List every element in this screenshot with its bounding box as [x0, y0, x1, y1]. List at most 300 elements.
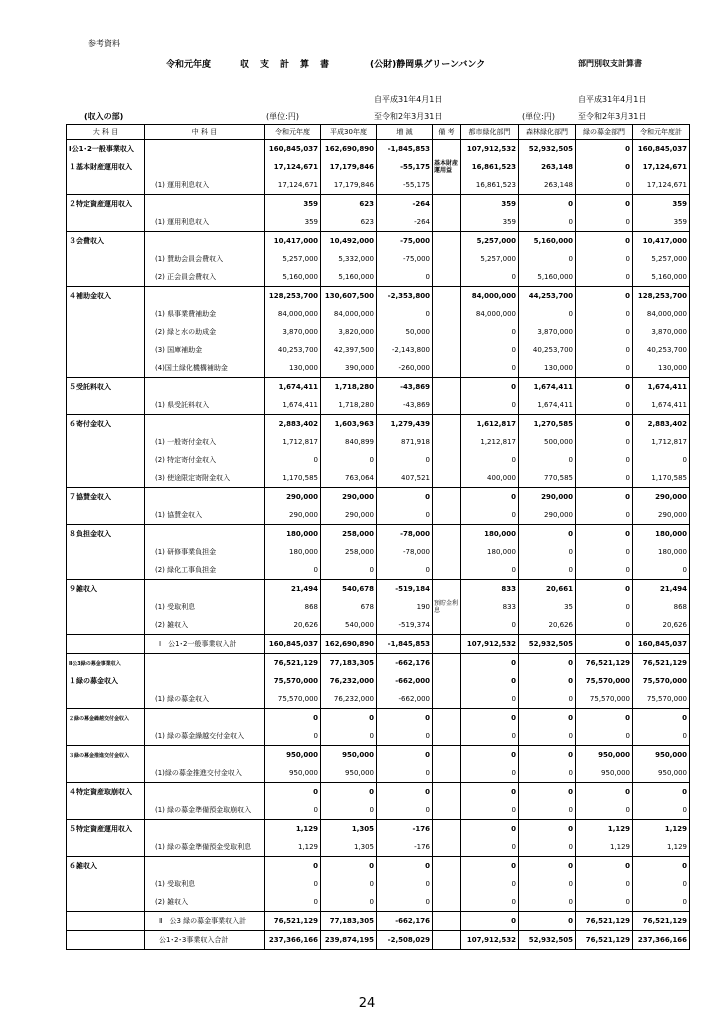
current-year-cell: 290,000	[265, 506, 321, 525]
remarks-cell: 預貯金利息	[433, 598, 461, 616]
current-year-cell: 130,000	[265, 359, 321, 378]
change-cell: 50,000	[377, 323, 433, 341]
current-year-cell: 17,124,671	[265, 176, 321, 195]
major-item-cell: ８負担金収入	[67, 525, 145, 544]
change-cell: 871,918	[377, 433, 433, 451]
major-item-cell	[67, 433, 145, 451]
change-cell: 0	[377, 783, 433, 802]
mid-item-cell: (2) 雑収入	[145, 893, 265, 912]
forest-greening-cell: 0	[519, 654, 576, 673]
current-year-cell: 1,712,817	[265, 433, 321, 451]
total-cell: 75,570,000	[633, 690, 690, 709]
mid-item-cell	[145, 488, 265, 507]
remarks-cell	[433, 820, 461, 839]
current-year-cell: 1,674,411	[265, 378, 321, 397]
total-cell: 2,883,402	[633, 415, 690, 434]
forest-greening-cell: 5,160,000	[519, 232, 576, 251]
urban-greening-cell: 0	[461, 451, 519, 469]
major-item-cell: Ⅰ公1･2一般事業収入	[67, 140, 145, 159]
forest-greening-cell: 52,932,505	[519, 931, 576, 950]
table-row	[67, 893, 690, 912]
prior-year-cell: 77,183,305	[321, 654, 377, 673]
table-row	[67, 488, 690, 507]
remarks-cell	[433, 396, 461, 415]
mid-item-cell: (1) 受取利息	[145, 598, 265, 616]
major-item-cell	[67, 801, 145, 820]
remarks-cell	[433, 635, 461, 654]
major-item-cell	[67, 764, 145, 783]
urban-greening-cell: 0	[461, 323, 519, 341]
forest-greening-cell: 0	[519, 893, 576, 912]
urban-greening-cell: 107,912,532	[461, 931, 519, 950]
major-item-cell	[67, 912, 145, 931]
column-header: 森林緑化部門	[519, 125, 576, 140]
page-number: 24	[358, 996, 376, 1011]
major-item-cell: ７協賛金収入	[67, 488, 145, 507]
table-row	[67, 378, 690, 397]
total-cell: 0	[633, 783, 690, 802]
green-fund-cell: 0	[576, 396, 633, 415]
urban-greening-cell: 0	[461, 488, 519, 507]
table-row	[67, 820, 690, 839]
change-cell: -519,184	[377, 580, 433, 599]
change-cell: 0	[377, 764, 433, 783]
forest-greening-cell: 0	[519, 801, 576, 820]
urban-greening-cell: 16,861,523	[461, 176, 519, 195]
table-row	[67, 912, 690, 931]
mid-item-cell: (1) 受取利息	[145, 875, 265, 893]
table-row	[67, 250, 690, 268]
period-to-right: 至令和2年3月31日	[578, 112, 647, 121]
mid-item-cell: (2) 雑収入	[145, 616, 265, 635]
forest-greening-cell: 290,000	[519, 506, 576, 525]
urban-greening-cell: 0	[461, 857, 519, 876]
urban-greening-cell: 0	[461, 875, 519, 893]
urban-greening-cell: 0	[461, 709, 519, 728]
total-cell: 359	[633, 195, 690, 214]
mid-item-cell: (1) 一般寄付金収入	[145, 433, 265, 451]
major-item-cell: ２緑の募金繰越交付金収入	[67, 709, 145, 728]
major-item-cell: Ⅱ公3緑の募金事業収入	[67, 654, 145, 673]
total-cell: 160,845,037	[633, 635, 690, 654]
mid-item-cell	[145, 820, 265, 839]
prior-year-cell: 290,000	[321, 506, 377, 525]
urban-greening-cell: 180,000	[461, 543, 519, 561]
mid-item-cell: (2) 緑と水の助成金	[145, 323, 265, 341]
column-header: 平成30年度	[321, 125, 377, 140]
urban-greening-cell: 180,000	[461, 525, 519, 544]
forest-greening-cell: 0	[519, 764, 576, 783]
urban-greening-cell: 833	[461, 580, 519, 599]
change-cell: -519,374	[377, 616, 433, 635]
forest-greening-cell: 40,253,700	[519, 341, 576, 359]
remarks-cell	[433, 580, 461, 599]
urban-greening-cell: 0	[461, 746, 519, 765]
prior-year-cell: 950,000	[321, 746, 377, 765]
green-fund-cell: 0	[576, 801, 633, 820]
mid-item-cell	[145, 415, 265, 434]
remarks-cell	[433, 140, 461, 159]
green-fund-cell: 75,570,000	[576, 672, 633, 690]
remarks-cell	[433, 250, 461, 268]
major-item-cell: ５受託料収入	[67, 378, 145, 397]
change-cell: 0	[377, 857, 433, 876]
remarks-cell	[433, 561, 461, 580]
change-cell: 1,279,439	[377, 415, 433, 434]
table-row	[67, 857, 690, 876]
urban-greening-cell: 833	[461, 598, 519, 616]
urban-greening-cell: 0	[461, 341, 519, 359]
prior-year-cell: 390,000	[321, 359, 377, 378]
remarks-cell	[433, 801, 461, 820]
total-cell: 75,570,000	[633, 672, 690, 690]
urban-greening-cell: 1,612,817	[461, 415, 519, 434]
major-item-cell	[67, 469, 145, 488]
current-year-cell: 128,253,700	[265, 287, 321, 306]
prior-year-cell: 10,492,000	[321, 232, 377, 251]
current-year-cell: 75,570,000	[265, 690, 321, 709]
unit-label-right: (単位:円)	[522, 112, 555, 121]
column-header: 令和元年度	[265, 125, 321, 140]
prior-year-cell: 840,899	[321, 433, 377, 451]
forest-greening-cell: 0	[519, 857, 576, 876]
prior-year-cell: 76,232,000	[321, 690, 377, 709]
change-cell: 0	[377, 506, 433, 525]
table-row	[67, 875, 690, 893]
green-fund-cell: 0	[576, 378, 633, 397]
prior-year-cell: 678	[321, 598, 377, 616]
total-cell: 3,870,000	[633, 323, 690, 341]
major-item-cell	[67, 838, 145, 857]
green-fund-cell: 0	[576, 305, 633, 323]
major-item-cell: ６雑収入	[67, 857, 145, 876]
current-year-cell: 20,626	[265, 616, 321, 635]
current-year-cell: 359	[265, 195, 321, 214]
green-fund-cell: 0	[576, 875, 633, 893]
prior-year-cell: 763,064	[321, 469, 377, 488]
green-fund-cell: 0	[576, 893, 633, 912]
green-fund-cell: 0	[576, 598, 633, 616]
current-year-cell: 950,000	[265, 764, 321, 783]
column-header: 備 考	[433, 125, 461, 140]
remarks-cell	[433, 415, 461, 434]
change-cell: 0	[377, 561, 433, 580]
current-year-cell: 237,366,166	[265, 931, 321, 950]
period-to: 至令和2年3月31日	[374, 112, 443, 121]
change-cell: -260,000	[377, 359, 433, 378]
total-cell: 950,000	[633, 764, 690, 783]
prior-year-cell: 0	[321, 857, 377, 876]
mid-item-cell: (3) 国庫補助金	[145, 341, 265, 359]
green-fund-cell: 75,570,000	[576, 690, 633, 709]
forest-greening-cell: 52,932,505	[519, 635, 576, 654]
prior-year-cell: 0	[321, 561, 377, 580]
change-cell: -662,176	[377, 912, 433, 931]
prior-year-cell: 1,718,280	[321, 396, 377, 415]
current-year-cell: 3,870,000	[265, 323, 321, 341]
change-cell: -2,508,029	[377, 931, 433, 950]
major-item-cell	[67, 543, 145, 561]
table-row	[67, 433, 690, 451]
table-row	[67, 287, 690, 306]
green-fund-cell: 0	[576, 857, 633, 876]
remarks-cell	[433, 783, 461, 802]
forest-greening-cell: 0	[519, 875, 576, 893]
forest-greening-cell: 20,626	[519, 616, 576, 635]
current-year-cell: 76,521,129	[265, 654, 321, 673]
total-cell: 0	[633, 561, 690, 580]
mid-item-cell: (1) 緑の募金繰越交付金収入	[145, 727, 265, 746]
total-cell: 0	[633, 893, 690, 912]
major-item-cell	[67, 616, 145, 635]
total-cell: 20,626	[633, 616, 690, 635]
forest-greening-cell: 0	[519, 250, 576, 268]
remarks-cell	[433, 616, 461, 635]
remarks-cell	[433, 727, 461, 746]
change-cell: -43,869	[377, 396, 433, 415]
major-item-cell: ２特定資産運用収入	[67, 195, 145, 214]
forest-greening-cell: 263,148	[519, 158, 576, 176]
remarks-cell	[433, 433, 461, 451]
current-year-cell: 0	[265, 801, 321, 820]
remarks-cell	[433, 709, 461, 728]
current-year-cell: 0	[265, 783, 321, 802]
remarks-cell	[433, 525, 461, 544]
major-item-cell	[67, 359, 145, 378]
change-cell: -55,175	[377, 158, 433, 176]
urban-greening-cell: 0	[461, 838, 519, 857]
forest-greening-cell: 1,674,411	[519, 396, 576, 415]
change-cell: 0	[377, 451, 433, 469]
green-fund-cell: 0	[576, 176, 633, 195]
total-cell: 130,000	[633, 359, 690, 378]
forest-greening-cell: 500,000	[519, 433, 576, 451]
table-row	[67, 415, 690, 434]
table-row	[67, 195, 690, 214]
mid-item-cell: (1) 研修事業負担金	[145, 543, 265, 561]
mid-item-cell	[145, 709, 265, 728]
major-item-cell	[67, 305, 145, 323]
mid-item-cell: (1) 県受託料収入	[145, 396, 265, 415]
mid-item-cell	[145, 232, 265, 251]
forest-greening-cell: 0	[519, 820, 576, 839]
total-cell: 160,845,037	[633, 140, 690, 159]
forest-greening-cell: 5,160,000	[519, 268, 576, 287]
remarks-cell	[433, 469, 461, 488]
mid-item-cell	[145, 654, 265, 673]
total-cell: 1,712,817	[633, 433, 690, 451]
current-year-cell: 5,257,000	[265, 250, 321, 268]
column-header: 令和元年度計	[633, 125, 690, 140]
major-item-cell	[67, 690, 145, 709]
forest-greening-cell: 0	[519, 561, 576, 580]
major-item-cell: ９雑収入	[67, 580, 145, 599]
prior-year-cell: 540,000	[321, 616, 377, 635]
major-item-cell	[67, 451, 145, 469]
current-year-cell: 1,674,411	[265, 396, 321, 415]
green-fund-cell: 0	[576, 783, 633, 802]
total-cell: 868	[633, 598, 690, 616]
current-year-cell: 84,000,000	[265, 305, 321, 323]
mid-item-cell	[145, 580, 265, 599]
remarks-cell	[433, 268, 461, 287]
green-fund-cell: 1,129	[576, 820, 633, 839]
green-fund-cell: 0	[576, 616, 633, 635]
forest-greening-cell: 770,585	[519, 469, 576, 488]
table-row	[67, 580, 690, 599]
urban-greening-cell: 1,212,817	[461, 433, 519, 451]
mid-item-cell	[145, 140, 265, 159]
total-cell: 76,521,129	[633, 912, 690, 931]
green-fund-cell: 0	[576, 488, 633, 507]
total-cell: 17,124,671	[633, 158, 690, 176]
major-item-cell	[67, 396, 145, 415]
forest-greening-cell: 0	[519, 746, 576, 765]
major-item-cell: ５特定資産運用収入	[67, 820, 145, 839]
forest-greening-cell: 290,000	[519, 488, 576, 507]
change-cell: 0	[377, 875, 433, 893]
forest-greening-cell: 263,148	[519, 176, 576, 195]
change-cell: -176	[377, 838, 433, 857]
total-cell: 17,124,671	[633, 176, 690, 195]
forest-greening-cell: 1,674,411	[519, 378, 576, 397]
urban-greening-cell: 0	[461, 820, 519, 839]
major-item-cell	[67, 213, 145, 232]
remarks-cell	[433, 232, 461, 251]
forest-greening-cell: 0	[519, 213, 576, 232]
prior-year-cell: 1,718,280	[321, 378, 377, 397]
change-cell: 190	[377, 598, 433, 616]
change-cell: -78,000	[377, 525, 433, 544]
change-cell: 0	[377, 305, 433, 323]
forest-greening-cell: 44,253,700	[519, 287, 576, 306]
green-fund-cell: 0	[576, 287, 633, 306]
green-fund-cell: 0	[576, 727, 633, 746]
urban-greening-cell: 0	[461, 268, 519, 287]
total-cell: 10,417,000	[633, 232, 690, 251]
green-fund-cell: 76,521,129	[576, 931, 633, 950]
urban-greening-cell: 84,000,000	[461, 287, 519, 306]
table-row	[67, 598, 690, 616]
major-item-cell: ６寄付金収入	[67, 415, 145, 434]
major-item-cell: ３緑の募金推進交付金収入	[67, 746, 145, 765]
major-item-cell	[67, 341, 145, 359]
prior-year-cell: 950,000	[321, 764, 377, 783]
green-fund-cell: 0	[576, 635, 633, 654]
change-cell: -1,845,853	[377, 140, 433, 159]
green-fund-cell: 0	[576, 451, 633, 469]
total-cell: 128,253,700	[633, 287, 690, 306]
change-cell: -264	[377, 195, 433, 214]
green-fund-cell: 0	[576, 561, 633, 580]
table-row	[67, 158, 690, 176]
forest-greening-cell: 0	[519, 838, 576, 857]
major-item-cell	[67, 931, 145, 950]
prior-year-cell: 5,160,000	[321, 268, 377, 287]
table-row	[67, 232, 690, 251]
remarks-cell	[433, 506, 461, 525]
prior-year-cell: 76,232,000	[321, 672, 377, 690]
prior-year-cell: 5,332,000	[321, 250, 377, 268]
table-row	[67, 396, 690, 415]
table-row	[67, 672, 690, 690]
urban-greening-cell: 0	[461, 378, 519, 397]
forest-greening-cell: 0	[519, 783, 576, 802]
section-label: (収入の部)	[84, 112, 124, 121]
urban-greening-cell: 0	[461, 654, 519, 673]
green-fund-cell: 0	[576, 580, 633, 599]
major-item-cell: ４補助金収入	[67, 287, 145, 306]
table-row	[67, 801, 690, 820]
total-cell: 1,129	[633, 838, 690, 857]
prior-year-cell: 623	[321, 213, 377, 232]
remarks-cell	[433, 195, 461, 214]
forest-greening-cell: 0	[519, 672, 576, 690]
forest-greening-cell: 0	[519, 525, 576, 544]
mid-item-cell	[145, 672, 265, 690]
urban-greening-cell: 0	[461, 506, 519, 525]
change-cell: -662,176	[377, 654, 433, 673]
change-cell: 0	[377, 746, 433, 765]
mid-item-cell	[145, 378, 265, 397]
table-row	[67, 561, 690, 580]
major-item-cell	[67, 561, 145, 580]
total-cell: 950,000	[633, 746, 690, 765]
urban-greening-cell: 5,257,000	[461, 250, 519, 268]
forest-greening-cell: 130,000	[519, 359, 576, 378]
change-cell: -75,000	[377, 250, 433, 268]
major-item-cell	[67, 250, 145, 268]
current-year-cell: 160,845,037	[265, 140, 321, 159]
current-year-cell: 0	[265, 561, 321, 580]
forest-greening-cell: 52,932,505	[519, 140, 576, 159]
change-cell: -2,143,800	[377, 341, 433, 359]
major-item-cell: １基本財産運用収入	[67, 158, 145, 176]
mid-item-cell: (3) 使途限定寄附金収入	[145, 469, 265, 488]
prior-year-cell: 1,305	[321, 820, 377, 839]
remarks-cell	[433, 341, 461, 359]
mid-item-cell	[145, 783, 265, 802]
prior-year-cell: 84,000,000	[321, 305, 377, 323]
urban-greening-cell: 0	[461, 616, 519, 635]
urban-greening-cell: 0	[461, 672, 519, 690]
mid-item-cell	[145, 746, 265, 765]
green-fund-cell: 950,000	[576, 746, 633, 765]
prior-year-cell: 0	[321, 893, 377, 912]
table-row	[67, 469, 690, 488]
mid-item-cell: Ⅰ 公1･2一般事業収入計	[145, 635, 265, 654]
total-cell: 21,494	[633, 580, 690, 599]
change-cell: -662,000	[377, 672, 433, 690]
table-row	[67, 525, 690, 544]
table-row	[67, 764, 690, 783]
period-from-right: 自平成31年4月1日	[578, 95, 647, 104]
total-cell: 76,521,129	[633, 654, 690, 673]
document-title: 収 支 計 算 書	[240, 60, 331, 70]
total-cell: 1,674,411	[633, 378, 690, 397]
mid-item-cell: (1) 緑の募金準備預金取崩収入	[145, 801, 265, 820]
remarks-cell	[433, 488, 461, 507]
mid-item-cell: 公1･2･3事業収入合計	[145, 931, 265, 950]
forest-greening-cell: 0	[519, 451, 576, 469]
remarks-cell	[433, 931, 461, 950]
prior-year-cell: 0	[321, 801, 377, 820]
forest-greening-cell: 0	[519, 543, 576, 561]
green-fund-cell: 0	[576, 359, 633, 378]
mid-item-cell: Ⅱ 公3 緑の募金事業収入計	[145, 912, 265, 931]
revenue-table	[66, 124, 690, 950]
table-row	[67, 543, 690, 561]
